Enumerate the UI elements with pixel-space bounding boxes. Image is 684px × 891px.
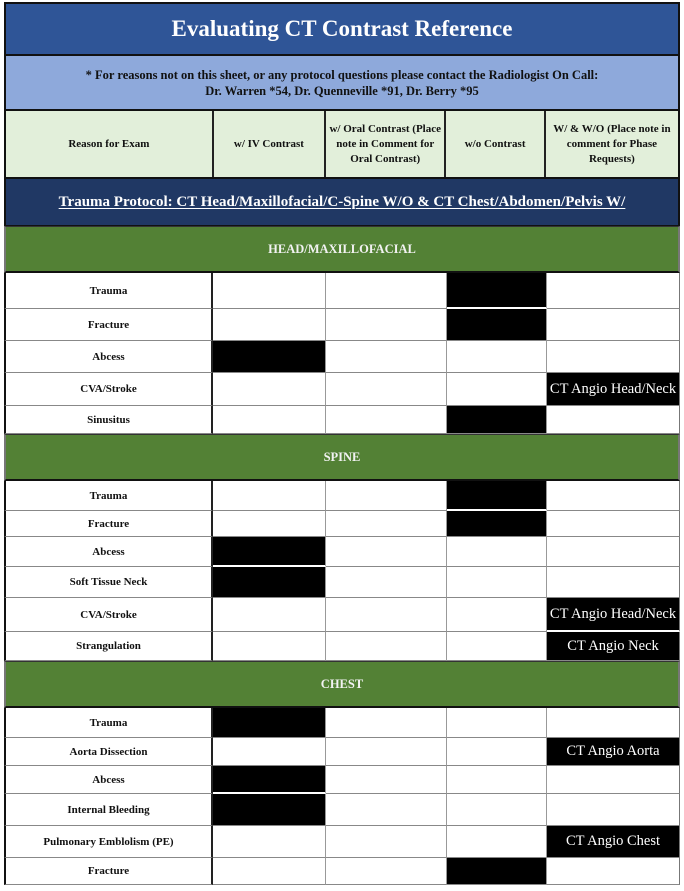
trauma-protocol-link[interactable]: Trauma Protocol: CT Head/Maxillofacial/C-Spine W/O & CT Chest/Abdomen/Pelvis W/ xyxy=(58,193,626,210)
reason-cell: CVA/Stroke xyxy=(4,373,213,406)
column-header-without-contrast: w/o Contrast xyxy=(446,111,545,177)
table-row xyxy=(4,794,680,826)
table-row xyxy=(4,511,680,537)
reason-cell: Pulmonary Emblolism (PE) xyxy=(4,826,213,858)
oral-cell xyxy=(326,511,447,537)
table-row xyxy=(4,341,680,373)
iv-cell-marked xyxy=(213,341,326,373)
both-cell xyxy=(547,341,680,373)
section-header-spine: SPINE xyxy=(4,434,680,481)
iv-cell-marked xyxy=(213,567,326,598)
both-cell xyxy=(547,766,680,794)
without-cell xyxy=(447,598,547,632)
iv-cell-marked xyxy=(213,766,326,794)
without-cell-marked xyxy=(447,511,547,537)
without-cell xyxy=(447,632,547,661)
both-cell-angio: CT Angio Chest xyxy=(547,826,680,858)
iv-cell xyxy=(213,738,326,766)
both-cell xyxy=(547,794,680,826)
iv-cell xyxy=(213,632,326,661)
without-cell xyxy=(447,738,547,766)
reason-cell: Internal Bleeding xyxy=(4,794,213,826)
oral-cell xyxy=(326,537,447,567)
iv-cell xyxy=(213,598,326,632)
without-cell xyxy=(447,794,547,826)
oral-cell xyxy=(326,273,447,309)
notice-line-1: * For reasons not on this sheet, or any protocol questions please contact the Radiologist On Call: xyxy=(85,67,599,82)
column-header-row xyxy=(4,111,680,179)
both-cell xyxy=(547,708,680,738)
section-header-chest: CHEST xyxy=(4,661,680,708)
oral-cell xyxy=(326,766,447,794)
iv-cell xyxy=(213,481,326,511)
both-cell xyxy=(547,537,680,567)
page-title: Evaluating CT Contrast Reference xyxy=(4,2,680,56)
both-cell xyxy=(547,511,680,537)
section-header-head: HEAD/MAXILLOFACIAL xyxy=(4,226,680,273)
oral-cell xyxy=(326,309,447,341)
iv-cell xyxy=(213,309,326,341)
reason-cell: Aorta Dissection xyxy=(4,738,213,766)
both-cell xyxy=(547,273,680,309)
oral-cell xyxy=(326,598,447,632)
section-chest-rows xyxy=(4,708,680,885)
oral-cell xyxy=(326,481,447,511)
oral-cell xyxy=(326,738,447,766)
reason-cell: Abcess xyxy=(4,766,213,794)
column-header-iv-contrast: w/ IV Contrast xyxy=(214,111,326,177)
both-cell-angio: CT Angio Head/Neck xyxy=(547,598,680,632)
without-cell-marked xyxy=(447,273,547,309)
contrast-reference-sheet xyxy=(4,2,680,885)
both-cell xyxy=(547,567,680,598)
iv-cell xyxy=(213,858,326,885)
column-header-reason: Reason for Exam xyxy=(6,111,214,177)
reason-cell: Soft Tissue Neck xyxy=(4,567,213,598)
oral-cell xyxy=(326,341,447,373)
trauma-protocol-banner xyxy=(4,179,680,226)
reason-cell: Strangulation xyxy=(4,632,213,661)
table-row xyxy=(4,858,680,885)
reason-cell: Trauma xyxy=(4,273,213,309)
oral-cell xyxy=(326,406,447,434)
iv-cell xyxy=(213,373,326,406)
both-cell xyxy=(547,481,680,511)
oral-cell xyxy=(326,826,447,858)
both-cell-angio: CT Angio Aorta xyxy=(547,738,680,766)
reason-cell: Fracture xyxy=(4,309,213,341)
table-row xyxy=(4,309,680,341)
column-header-with-and-without: W/ & W/O (Place note in comment for Phase Requests) xyxy=(553,122,671,165)
both-cell-angio: CT Angio Neck xyxy=(547,632,680,661)
both-cell xyxy=(547,406,680,434)
without-cell xyxy=(447,341,547,373)
iv-cell-marked xyxy=(213,794,326,826)
both-cell xyxy=(547,858,680,885)
table-row xyxy=(4,598,680,632)
table-row xyxy=(4,406,680,434)
oral-cell xyxy=(326,632,447,661)
both-cell-angio: CT Angio Head/Neck xyxy=(547,373,680,406)
oral-cell xyxy=(326,858,447,885)
table-row xyxy=(4,273,680,309)
table-row xyxy=(4,373,680,406)
without-cell-marked xyxy=(447,481,547,511)
reason-cell: Sinusitus xyxy=(4,406,213,434)
both-cell xyxy=(547,309,680,341)
notice-line-2: Dr. Warren *54, Dr. Quenneville *91, Dr. Berry *95 xyxy=(205,83,479,98)
iv-cell xyxy=(213,511,326,537)
without-cell xyxy=(447,373,547,406)
table-row xyxy=(4,708,680,738)
without-cell xyxy=(447,537,547,567)
reason-cell: CVA/Stroke xyxy=(4,598,213,632)
without-cell xyxy=(447,826,547,858)
without-cell-marked xyxy=(447,858,547,885)
table-row xyxy=(4,567,680,598)
without-cell-marked xyxy=(447,406,547,434)
section-head-rows xyxy=(4,273,680,434)
oral-cell xyxy=(326,567,447,598)
contact-notice xyxy=(4,56,680,111)
section-spine-rows xyxy=(4,481,680,661)
iv-cell-marked xyxy=(213,537,326,567)
oral-cell xyxy=(326,373,447,406)
iv-cell xyxy=(213,273,326,309)
without-cell xyxy=(447,567,547,598)
column-header-oral-contrast: w/ Oral Contrast (Place note in Comment for Oral Contrast) xyxy=(326,111,446,177)
reason-cell: Fracture xyxy=(4,511,213,537)
without-cell xyxy=(447,766,547,794)
without-cell-marked xyxy=(447,309,547,341)
without-cell xyxy=(447,708,547,738)
reason-cell: Trauma xyxy=(4,708,213,738)
reason-cell: Abcess xyxy=(4,537,213,567)
table-row xyxy=(4,632,680,661)
oral-cell xyxy=(326,794,447,826)
iv-cell-marked xyxy=(213,708,326,738)
reason-cell: Trauma xyxy=(4,481,213,511)
oral-cell xyxy=(326,708,447,738)
iv-cell xyxy=(213,826,326,858)
reason-cell: Fracture xyxy=(4,858,213,885)
table-row xyxy=(4,826,680,858)
table-row xyxy=(4,481,680,511)
table-row xyxy=(4,537,680,567)
reason-cell: Abcess xyxy=(4,341,213,373)
iv-cell xyxy=(213,406,326,434)
table-row xyxy=(4,738,680,766)
table-row xyxy=(4,766,680,794)
